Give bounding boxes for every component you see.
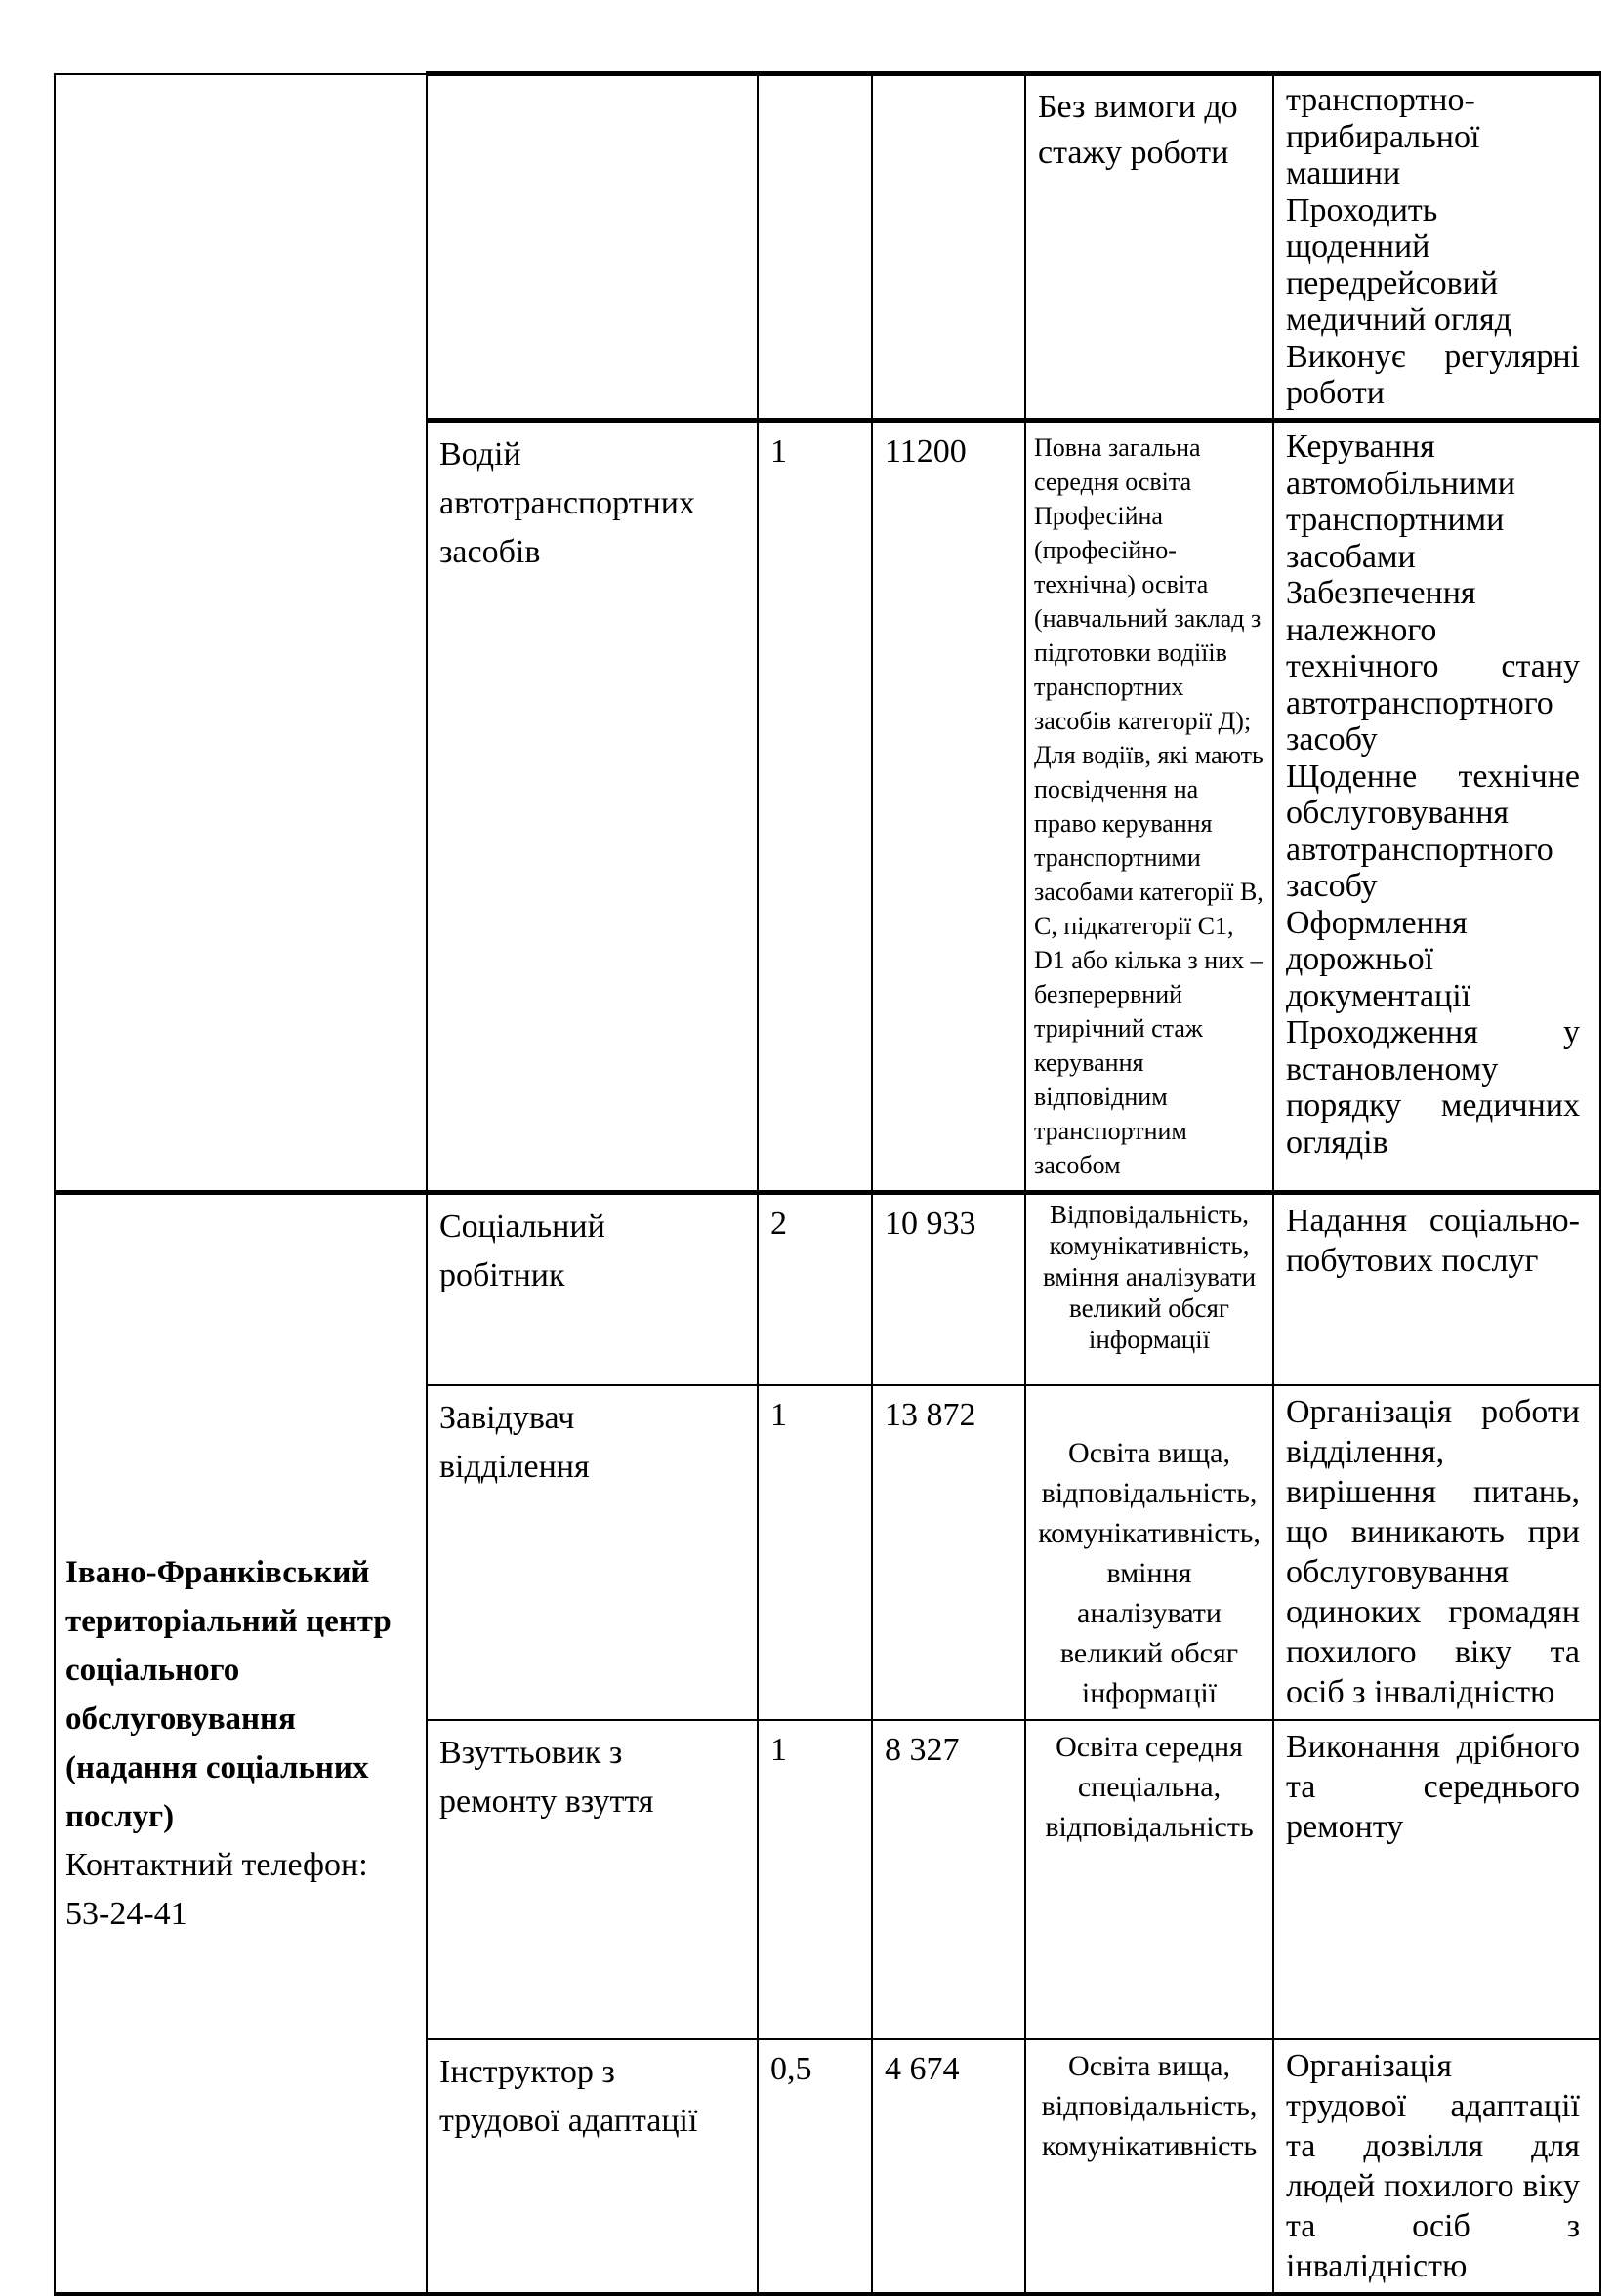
vacancy-count: 1 [770,433,787,470]
count-cell [758,1720,872,2039]
duty-item: Виконує регулярні роботи [1286,338,1580,411]
requirements-text: Відповідальність, комунікативність, вміння аналізувати великий обсяг інформації [1042,1200,1257,1354]
job-title-cell [427,1720,758,2039]
salary-value: 8 327 [885,1731,960,1768]
requirements-cell [1025,421,1273,1193]
duty-item: транспортно-прибиральної машини [1286,82,1480,191]
continuation-row [55,74,1600,421]
organization-name: Івано-Франківський територіальний центр соціального обслуговування (надання соціальних послуг) [65,1554,392,1834]
requirements-text: Освіта середня спеціальна, відповідальність [1045,1730,1254,1843]
duties-cell [1273,2039,1600,2294]
requirements-text: Освіта вища, відповідальність, комунікативність, вміння аналізувати великий обсяг інформації [1038,1436,1261,1709]
duty-item: Щоденне технічне обслуговування автотранспортного засобу [1286,758,1580,904]
job-title: Інструктор з трудової адаптації [439,2053,698,2139]
duties-cell [1273,1720,1600,2039]
requirements-cell [1025,74,1273,421]
duty-item: Оформлення дорожньої документації [1286,904,1471,1014]
count-cell [758,1193,872,1385]
organization-cell [55,1193,427,2294]
organization-phone-label: Контактний телефон: [65,1846,368,1883]
vacancy-count: 1 [770,1396,787,1433]
duty-item: Проходить щоденний передрейсовий медичний огляд [1286,191,1511,338]
vacancy-row [55,1193,1600,1385]
duty-item: Організація трудової адаптації та дозвілля для людей похилого віку та осіб з інвалідністю [1286,2047,1580,2284]
requirements-cell [1025,1720,1273,2039]
requirements-cell [1025,1385,1273,1720]
job-title-cell [427,2039,758,2294]
duty-item: Організація роботи відділення, вирішення питань, що виникають при обслуговування одиноких громадян похилого віку та осіб з інвалідністю [1286,1393,1580,1710]
job-title: Соціальний робітник [439,1209,605,1293]
vacancy-table [54,71,1601,2296]
duties-cell [1273,1385,1600,1720]
count-cell-empty [758,74,872,421]
organization-phone: 53-24-41 [65,1895,187,1932]
requirements-cell [1025,1193,1273,1385]
job-title-cell [427,1385,758,1720]
job-title-cell [427,421,758,1193]
salary-value: 10 933 [885,1206,976,1242]
salary-cell [872,2039,1025,2294]
salary-cell [872,421,1025,1193]
requirement-item: Професійна (професійно-технічна) освіта (навчальний заклад з підготовки водіїів транспортних засобів категорії Д); [1034,502,1262,735]
salary-cell [872,1193,1025,1385]
requirements-cell [1025,2039,1273,2294]
organization-cell-empty [55,74,427,1193]
salary-value: 11200 [885,433,967,470]
job-title-cell-empty [427,74,758,421]
vacancy-count: 0,5 [770,2050,812,2087]
duty-item: Керування автомобільними транспортними засобами [1286,429,1515,575]
requirements-text: Освіта вища, відповідальність, комунікативність [1041,2049,1258,2162]
count-cell [758,421,872,1193]
requirement-item: Повна загальна середня освіта [1034,433,1201,496]
duties-cell [1273,74,1600,421]
duties-cell [1273,421,1600,1193]
salary-cell-empty [872,74,1025,421]
salary-value: 13 872 [885,1396,976,1433]
salary-cell [872,1385,1025,1720]
requirement-item: Для водіїв, які мають посвідчення на право керування транспортними засобами категорії В, С, підкатегорії С1, D1 або кілька з них – безперервний трирічний стаж керування відповідним транспортним засобом [1034,741,1263,1179]
requirements-text: Без вимоги до стажу роботи [1038,89,1238,171]
salary-value: 4 674 [885,2050,960,2087]
duty-item: Забезпечення належного технічного стану автотранспортного засобу [1286,575,1580,758]
job-title: Взуттьовик з ремонту взуття [439,1734,654,1820]
vacancy-count: 1 [770,1731,787,1768]
duty-item: Виконання дрібного та середнього ремонту [1286,1728,1580,1845]
duty-item: Надання соціально-побутових послуг [1286,1203,1580,1279]
count-cell [758,1385,872,1720]
job-title: Завідувач відділення [439,1399,590,1485]
salary-cell [872,1720,1025,2039]
duties-cell [1273,1193,1600,1385]
job-title-cell [427,1193,758,1385]
duty-item: Проходження у встановленому порядку медичних оглядів [1286,1014,1580,1161]
vacancy-count: 2 [770,1206,787,1242]
job-title: Водій автотранспортних засобів [439,436,695,570]
count-cell [758,2039,872,2294]
